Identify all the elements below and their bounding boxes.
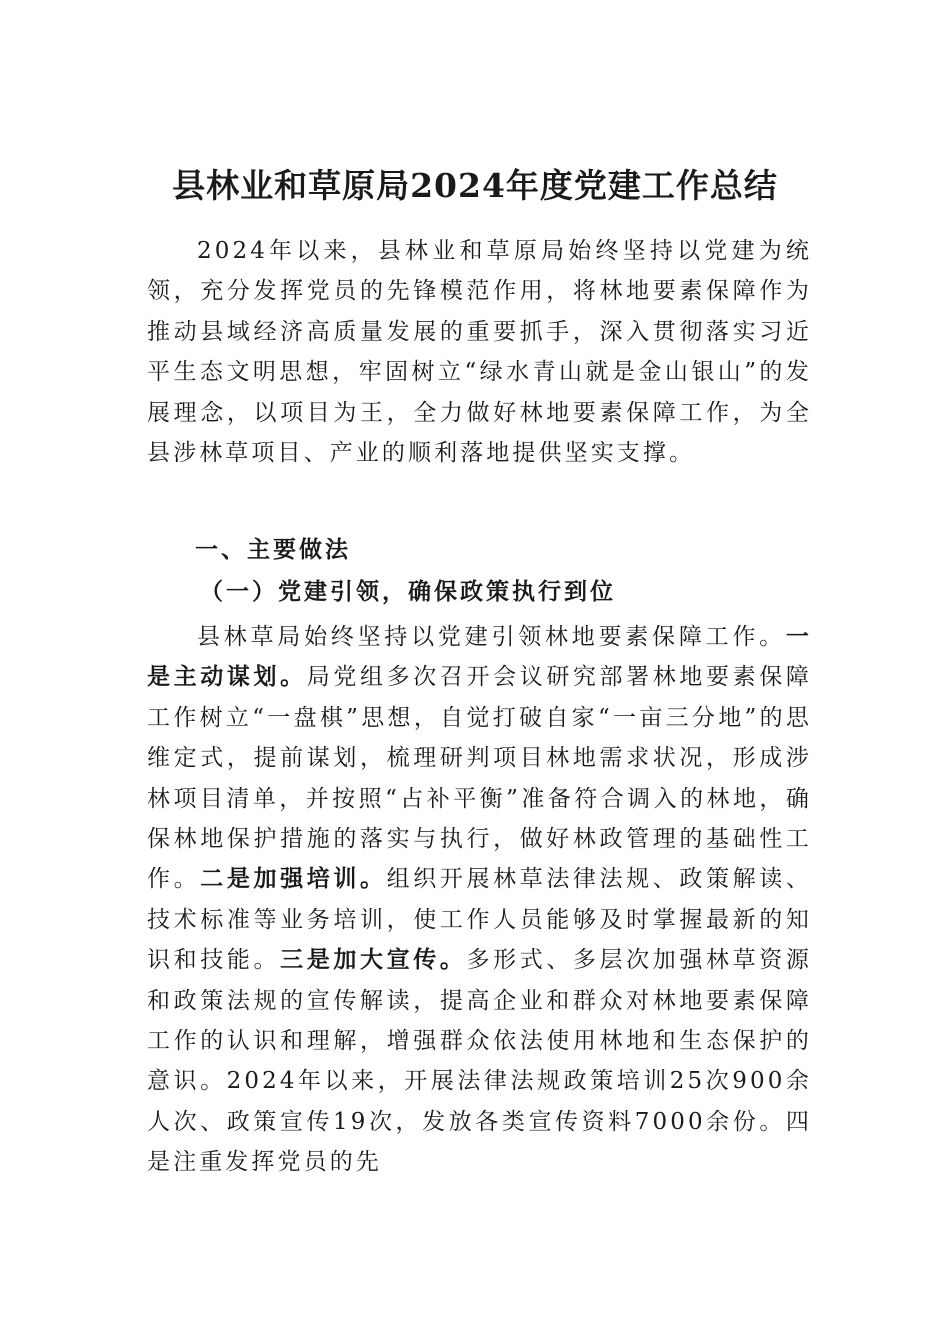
point-2-text: 组织开展林草法律法规、政策解读、技术标准等业务培训，使工作人员能够及时掌握最新的知识和技能。 [147,866,812,974]
point-3-text: 多形式、多层次加强林草资源和政策法规的宣传解读，提高企业和群众对林地要素保障工作的认识和理解，增强群众依法使用林地和生态保护的意识。2024年以来，开展法律法规政策培训25次900余人次、政策宣传19次，发放各类宣传资料7000余份。四是注重发挥党员的先 [147,947,812,1176]
point-2-label: 二是加强培训。 [200,865,387,893]
intro-paragraph: 2024年以来，县林业和草原局始终坚持以党建为统领，充分发挥党员的先锋模范作用，将林地要素保障作为推动县域经济高质量发展的重要抓手，深入贯彻落实习近平生态文明思想，牢固树立“绿水青山就是金山银山”的发展理念，以项目为王，全力做好林地要素保障工作，为全县涉林草项目、产业的顺利落地提供坚实支撑。 [147,238,812,467]
point-3-label: 三是加大宣传。 [280,946,467,974]
document-title: 县林业和草原局2024年度党建工作总结 [172,166,778,205]
party-leadership-paragraph [147,617,812,1197]
point-1-text: 局党组多次召开会议研究部署林地要素保障工作树立“一盘棋”思想，自觉打破自家“一亩三分地”的思维定式，提前谋划，梳理研判项目林地需求状况，形成涉林项目清单，并按照“占补平衡”准备符合调入的林地，确保林地保护措施的落实与执行，做好林政管理的基础性工作。 [147,664,812,893]
point-1-label: 一是主动谋划。 [147,623,812,691]
subsection-heading-party-leadership: （一）党建引领，确保政策执行到位 [200,578,616,605]
section-heading-main-practices: 一、主要做法 [195,536,351,563]
paragraph-lead: 县林草局始终坚持以党建引领林地要素保障工作。 [197,624,786,650]
